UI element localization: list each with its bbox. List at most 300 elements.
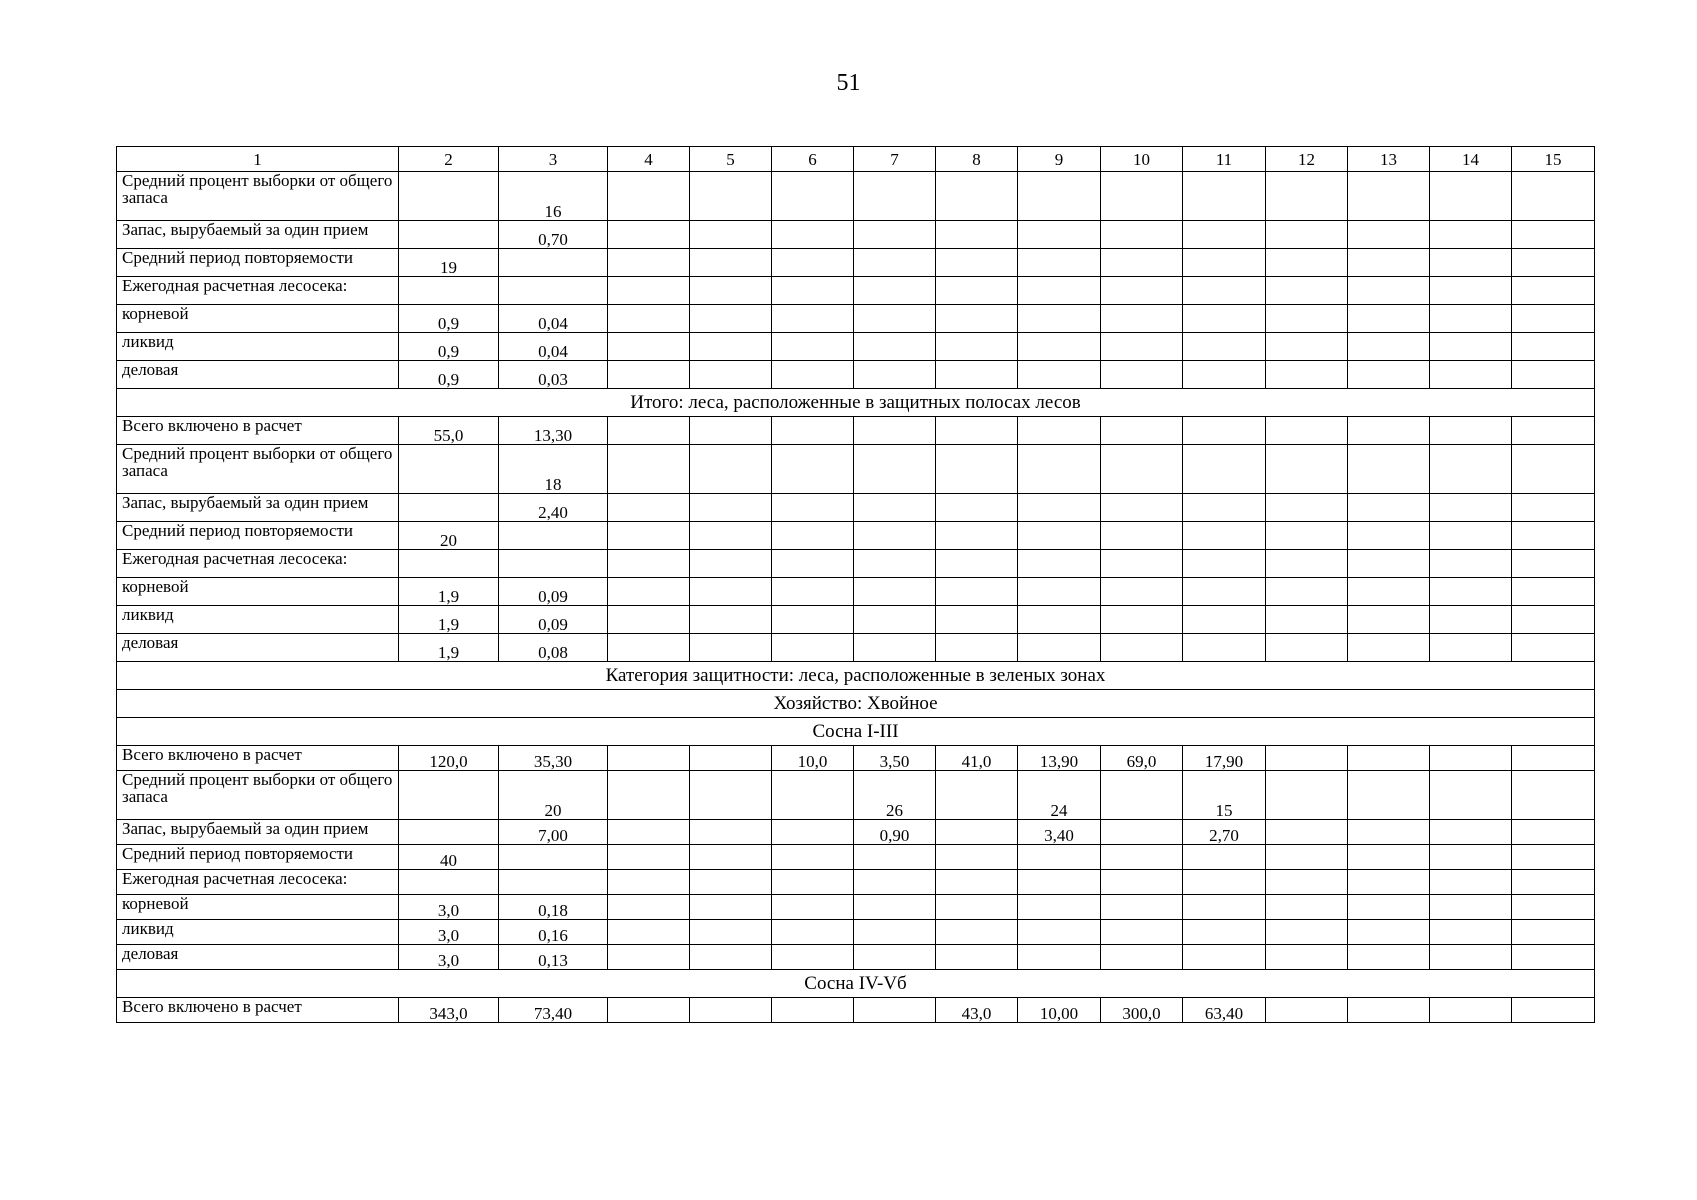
column-number: 5 bbox=[690, 147, 772, 172]
table-cell bbox=[1018, 417, 1101, 445]
table-cell: 3,50 bbox=[854, 746, 936, 771]
table-cell bbox=[1348, 550, 1430, 578]
row-label: Средний процент выборки от общего запаса bbox=[117, 771, 399, 820]
table-cell: 0,03 bbox=[499, 361, 608, 389]
table-cell bbox=[1430, 920, 1512, 945]
table-cell: 0,9 bbox=[399, 361, 499, 389]
table-cell bbox=[1101, 945, 1183, 970]
table-cell bbox=[608, 522, 690, 550]
section-title: Итого: леса, расположенные в защитных полосах лесов bbox=[117, 389, 1595, 417]
table-cell bbox=[936, 333, 1018, 361]
section-header-row bbox=[117, 690, 1595, 718]
table-cell bbox=[1512, 305, 1595, 333]
table-cell bbox=[1018, 221, 1101, 249]
column-number: 10 bbox=[1101, 147, 1183, 172]
table-cell: 3,0 bbox=[399, 895, 499, 920]
row-label: Запас, вырубаемый за один прием bbox=[117, 221, 399, 249]
table-cell bbox=[1266, 417, 1348, 445]
row-label: Средний период повторяемости bbox=[117, 249, 399, 277]
column-number: 1 bbox=[117, 147, 399, 172]
table-cell: 0,08 bbox=[499, 634, 608, 662]
table-cell bbox=[1348, 494, 1430, 522]
table-cell bbox=[690, 221, 772, 249]
table-cell bbox=[690, 820, 772, 845]
table-cell bbox=[1018, 277, 1101, 305]
table-cell bbox=[854, 845, 936, 870]
table-cell bbox=[1018, 522, 1101, 550]
table-cell bbox=[1183, 870, 1266, 895]
table-cell bbox=[499, 870, 608, 895]
table-cell bbox=[1430, 522, 1512, 550]
table-cell bbox=[1348, 445, 1430, 494]
table-row bbox=[117, 417, 1595, 445]
table-cell bbox=[608, 333, 690, 361]
table-cell bbox=[608, 920, 690, 945]
table-cell bbox=[608, 249, 690, 277]
table-cell bbox=[854, 870, 936, 895]
column-number: 12 bbox=[1266, 147, 1348, 172]
table-cell bbox=[1512, 249, 1595, 277]
table-cell bbox=[1512, 445, 1595, 494]
table-cell bbox=[772, 771, 854, 820]
table-cell bbox=[936, 361, 1018, 389]
table-cell bbox=[399, 771, 499, 820]
table-cell bbox=[499, 249, 608, 277]
table-cell bbox=[608, 445, 690, 494]
table-cell bbox=[772, 417, 854, 445]
table-cell bbox=[1348, 920, 1430, 945]
table-cell bbox=[1018, 634, 1101, 662]
table-cell bbox=[1101, 494, 1183, 522]
table-cell bbox=[690, 998, 772, 1023]
table-cell bbox=[936, 895, 1018, 920]
table-cell bbox=[690, 417, 772, 445]
table-cell bbox=[1183, 221, 1266, 249]
table-cell bbox=[1430, 820, 1512, 845]
table-cell: 13,30 bbox=[499, 417, 608, 445]
table-cell bbox=[1512, 870, 1595, 895]
table-row bbox=[117, 945, 1595, 970]
table-cell bbox=[1018, 494, 1101, 522]
table-cell: 10,0 bbox=[772, 746, 854, 771]
table-cell bbox=[608, 771, 690, 820]
table-cell bbox=[690, 895, 772, 920]
forest-calculation-table bbox=[116, 146, 1595, 1023]
table-cell bbox=[1512, 920, 1595, 945]
table-cell bbox=[608, 172, 690, 221]
table-cell bbox=[1018, 578, 1101, 606]
table-cell bbox=[399, 870, 499, 895]
table-cell: 0,70 bbox=[499, 221, 608, 249]
table-row bbox=[117, 494, 1595, 522]
row-label: деловая bbox=[117, 634, 399, 662]
table-row bbox=[117, 746, 1595, 771]
table-row bbox=[117, 606, 1595, 634]
table-cell bbox=[1101, 249, 1183, 277]
table-cell bbox=[854, 494, 936, 522]
table-cell bbox=[608, 746, 690, 771]
table-cell bbox=[1348, 361, 1430, 389]
row-label: Всего включено в расчет bbox=[117, 998, 399, 1023]
table-cell bbox=[1430, 445, 1512, 494]
table-cell bbox=[1430, 305, 1512, 333]
table-cell: 20 bbox=[399, 522, 499, 550]
table-cell bbox=[1266, 333, 1348, 361]
table-cell: 43,0 bbox=[936, 998, 1018, 1023]
table-cell: 13,90 bbox=[1018, 746, 1101, 771]
table-cell bbox=[1101, 522, 1183, 550]
table-cell bbox=[1101, 305, 1183, 333]
table-cell bbox=[854, 998, 936, 1023]
table-cell bbox=[936, 578, 1018, 606]
row-label: Ежегодная расчетная лесосека: bbox=[117, 550, 399, 578]
table-cell: 35,30 bbox=[499, 746, 608, 771]
table-cell bbox=[1512, 172, 1595, 221]
table-cell bbox=[1430, 417, 1512, 445]
table-cell: 17,90 bbox=[1183, 746, 1266, 771]
table-cell bbox=[1101, 361, 1183, 389]
row-label: ликвид bbox=[117, 333, 399, 361]
table-cell bbox=[690, 870, 772, 895]
table-cell bbox=[499, 522, 608, 550]
table-cell bbox=[936, 820, 1018, 845]
table-cell bbox=[1512, 221, 1595, 249]
table-cell bbox=[499, 277, 608, 305]
table-cell: 0,13 bbox=[499, 945, 608, 970]
table-cell bbox=[1430, 494, 1512, 522]
table-cell bbox=[1101, 771, 1183, 820]
table-cell bbox=[854, 634, 936, 662]
table-cell bbox=[1101, 870, 1183, 895]
row-label: Ежегодная расчетная лесосека: bbox=[117, 870, 399, 895]
table-row bbox=[117, 445, 1595, 494]
table-cell bbox=[1018, 870, 1101, 895]
table-cell bbox=[1512, 998, 1595, 1023]
table-cell bbox=[772, 522, 854, 550]
table-cell bbox=[1101, 277, 1183, 305]
table-cell bbox=[1512, 578, 1595, 606]
table-cell bbox=[1430, 998, 1512, 1023]
table-cell: 0,9 bbox=[399, 333, 499, 361]
column-header-row bbox=[117, 147, 1595, 172]
table-cell bbox=[1348, 870, 1430, 895]
table-cell bbox=[1101, 578, 1183, 606]
table-cell bbox=[499, 845, 608, 870]
table-cell bbox=[608, 634, 690, 662]
table-row bbox=[117, 361, 1595, 389]
column-number: 15 bbox=[1512, 147, 1595, 172]
table-cell bbox=[1101, 845, 1183, 870]
table-cell bbox=[854, 305, 936, 333]
table-cell bbox=[1183, 550, 1266, 578]
table-cell bbox=[936, 249, 1018, 277]
table-row bbox=[117, 172, 1595, 221]
table-cell bbox=[1018, 249, 1101, 277]
table-cell bbox=[399, 221, 499, 249]
table-cell bbox=[1512, 417, 1595, 445]
table-cell bbox=[690, 606, 772, 634]
table-cell bbox=[399, 494, 499, 522]
table-cell bbox=[1430, 361, 1512, 389]
table-cell bbox=[1348, 578, 1430, 606]
table-cell bbox=[772, 578, 854, 606]
table-cell: 69,0 bbox=[1101, 746, 1183, 771]
table-cell bbox=[1183, 522, 1266, 550]
table-cell bbox=[854, 522, 936, 550]
table-cell bbox=[1183, 333, 1266, 361]
table-cell bbox=[1018, 895, 1101, 920]
table-cell bbox=[1266, 361, 1348, 389]
table-cell bbox=[1183, 895, 1266, 920]
table-row bbox=[117, 522, 1595, 550]
table-cell bbox=[1018, 550, 1101, 578]
table-row bbox=[117, 578, 1595, 606]
table-row bbox=[117, 634, 1595, 662]
section-header-row bbox=[117, 389, 1595, 417]
table-cell: 2,70 bbox=[1183, 820, 1266, 845]
row-label: Средний процент выборки от общего запаса bbox=[117, 172, 399, 221]
table-cell bbox=[772, 305, 854, 333]
table-cell: 343,0 bbox=[399, 998, 499, 1023]
table-cell bbox=[690, 845, 772, 870]
table-cell bbox=[1430, 333, 1512, 361]
table-row bbox=[117, 221, 1595, 249]
section-title: Хозяйство: Хвойное bbox=[117, 690, 1595, 718]
table-cell bbox=[936, 221, 1018, 249]
table-cell bbox=[1183, 172, 1266, 221]
table-cell bbox=[690, 746, 772, 771]
table-cell: 0,18 bbox=[499, 895, 608, 920]
table-cell bbox=[608, 845, 690, 870]
table-cell bbox=[1512, 522, 1595, 550]
section-header-row bbox=[117, 718, 1595, 746]
table-cell bbox=[936, 277, 1018, 305]
table-cell bbox=[608, 305, 690, 333]
table-cell bbox=[1018, 606, 1101, 634]
table-cell bbox=[1183, 417, 1266, 445]
table-cell: 300,0 bbox=[1101, 998, 1183, 1023]
table-cell bbox=[1348, 417, 1430, 445]
table-cell bbox=[854, 172, 936, 221]
table-cell bbox=[936, 550, 1018, 578]
table-cell bbox=[1512, 494, 1595, 522]
table-cell bbox=[1430, 277, 1512, 305]
table-cell bbox=[1512, 845, 1595, 870]
table-cell bbox=[1430, 771, 1512, 820]
row-label: корневой bbox=[117, 578, 399, 606]
table-cell bbox=[1348, 820, 1430, 845]
table-cell bbox=[1348, 172, 1430, 221]
column-number: 8 bbox=[936, 147, 1018, 172]
table-cell: 15 bbox=[1183, 771, 1266, 820]
table-cell bbox=[854, 895, 936, 920]
table-row bbox=[117, 920, 1595, 945]
table-cell bbox=[1266, 249, 1348, 277]
table-cell bbox=[1266, 445, 1348, 494]
table-cell bbox=[1266, 998, 1348, 1023]
table-cell: 55,0 bbox=[399, 417, 499, 445]
table-cell bbox=[772, 494, 854, 522]
table-cell bbox=[1018, 361, 1101, 389]
column-number: 2 bbox=[399, 147, 499, 172]
table-cell bbox=[1183, 634, 1266, 662]
table-cell: 41,0 bbox=[936, 746, 1018, 771]
row-label: корневой bbox=[117, 895, 399, 920]
table-cell bbox=[772, 820, 854, 845]
table-cell bbox=[1101, 172, 1183, 221]
table-cell bbox=[1101, 221, 1183, 249]
row-label: Средний период повторяемости bbox=[117, 522, 399, 550]
table-cell bbox=[854, 578, 936, 606]
table-cell bbox=[1183, 945, 1266, 970]
table-row bbox=[117, 249, 1595, 277]
table-cell: 18 bbox=[499, 445, 608, 494]
table-cell bbox=[1430, 945, 1512, 970]
table-cell bbox=[854, 945, 936, 970]
table-cell bbox=[690, 578, 772, 606]
section-title: Сосна IV-Vб bbox=[117, 970, 1595, 998]
table-cell bbox=[1348, 606, 1430, 634]
table-cell bbox=[1430, 172, 1512, 221]
table-row bbox=[117, 550, 1595, 578]
table-cell: 63,40 bbox=[1183, 998, 1266, 1023]
table-cell bbox=[772, 445, 854, 494]
column-number: 7 bbox=[854, 147, 936, 172]
table-cell bbox=[608, 820, 690, 845]
table-cell bbox=[1348, 333, 1430, 361]
table-cell bbox=[1348, 522, 1430, 550]
table-cell bbox=[1266, 634, 1348, 662]
section-header-row bbox=[117, 662, 1595, 690]
table-cell bbox=[1183, 606, 1266, 634]
table-row bbox=[117, 333, 1595, 361]
table-cell bbox=[608, 578, 690, 606]
table-cell bbox=[1512, 945, 1595, 970]
row-label: Всего включено в расчет bbox=[117, 746, 399, 771]
row-label: Средний процент выборки от общего запаса bbox=[117, 445, 399, 494]
table-cell: 10,00 bbox=[1018, 998, 1101, 1023]
table-cell bbox=[1512, 746, 1595, 771]
table-cell bbox=[1348, 746, 1430, 771]
row-label: Средний период повторяемости bbox=[117, 845, 399, 870]
table-cell bbox=[936, 172, 1018, 221]
table-cell bbox=[1512, 277, 1595, 305]
table-cell: 19 bbox=[399, 249, 499, 277]
table-cell bbox=[854, 920, 936, 945]
table-cell: 0,04 bbox=[499, 305, 608, 333]
table-cell bbox=[1266, 746, 1348, 771]
table-cell bbox=[1266, 494, 1348, 522]
table-cell bbox=[1430, 606, 1512, 634]
table-cell: 0,09 bbox=[499, 578, 608, 606]
table-cell bbox=[1266, 578, 1348, 606]
table-cell: 0,90 bbox=[854, 820, 936, 845]
table-row bbox=[117, 820, 1595, 845]
table-row bbox=[117, 998, 1595, 1023]
table-cell bbox=[608, 277, 690, 305]
table-cell bbox=[399, 277, 499, 305]
table-cell bbox=[690, 945, 772, 970]
table-cell bbox=[1430, 895, 1512, 920]
section-header-row bbox=[117, 970, 1595, 998]
table-cell bbox=[690, 172, 772, 221]
table-row bbox=[117, 771, 1595, 820]
table-cell bbox=[772, 606, 854, 634]
table-cell bbox=[1512, 361, 1595, 389]
table-cell bbox=[936, 634, 1018, 662]
table-cell bbox=[854, 417, 936, 445]
table-row bbox=[117, 895, 1595, 920]
table-cell bbox=[608, 417, 690, 445]
table-cell bbox=[772, 221, 854, 249]
table-cell bbox=[1430, 870, 1512, 895]
table-cell bbox=[772, 550, 854, 578]
table-cell bbox=[1101, 820, 1183, 845]
table-cell bbox=[1430, 550, 1512, 578]
table-cell bbox=[1512, 820, 1595, 845]
table-cell bbox=[854, 361, 936, 389]
table-cell bbox=[399, 550, 499, 578]
table-cell bbox=[772, 172, 854, 221]
table-cell bbox=[1348, 305, 1430, 333]
table-cell bbox=[854, 249, 936, 277]
table-cell bbox=[608, 606, 690, 634]
table-cell bbox=[1101, 895, 1183, 920]
table-cell bbox=[1512, 333, 1595, 361]
table-cell bbox=[854, 333, 936, 361]
table-cell bbox=[1266, 305, 1348, 333]
table-cell bbox=[1018, 172, 1101, 221]
table-cell: 0,9 bbox=[399, 305, 499, 333]
table-cell bbox=[690, 522, 772, 550]
table-cell bbox=[399, 820, 499, 845]
table-cell bbox=[608, 945, 690, 970]
table-cell bbox=[854, 550, 936, 578]
table-cell bbox=[608, 494, 690, 522]
table-cell bbox=[399, 172, 499, 221]
table-cell bbox=[608, 221, 690, 249]
table-cell bbox=[1348, 277, 1430, 305]
table-cell bbox=[936, 522, 1018, 550]
page-number: 51 bbox=[836, 70, 861, 96]
table-row bbox=[117, 305, 1595, 333]
table-cell bbox=[1266, 920, 1348, 945]
table-cell bbox=[1348, 845, 1430, 870]
table-cell: 3,0 bbox=[399, 920, 499, 945]
table-cell: 20 bbox=[499, 771, 608, 820]
table-cell bbox=[1101, 417, 1183, 445]
table-cell bbox=[1430, 249, 1512, 277]
table-cell bbox=[1512, 550, 1595, 578]
table-cell bbox=[1266, 221, 1348, 249]
table-cell: 0,16 bbox=[499, 920, 608, 945]
table-cell bbox=[1018, 445, 1101, 494]
table-cell bbox=[1101, 333, 1183, 361]
table-cell bbox=[772, 249, 854, 277]
table-cell: 2,40 bbox=[499, 494, 608, 522]
table-cell bbox=[772, 361, 854, 389]
row-label: Запас, вырубаемый за один прием bbox=[117, 494, 399, 522]
table-cell bbox=[1183, 578, 1266, 606]
table-cell bbox=[1512, 771, 1595, 820]
table-cell bbox=[1348, 945, 1430, 970]
table-cell bbox=[1183, 845, 1266, 870]
table-cell: 1,9 bbox=[399, 606, 499, 634]
table-cell bbox=[1266, 522, 1348, 550]
column-number: 6 bbox=[772, 147, 854, 172]
table-body bbox=[117, 147, 1595, 1023]
table-cell bbox=[1266, 870, 1348, 895]
